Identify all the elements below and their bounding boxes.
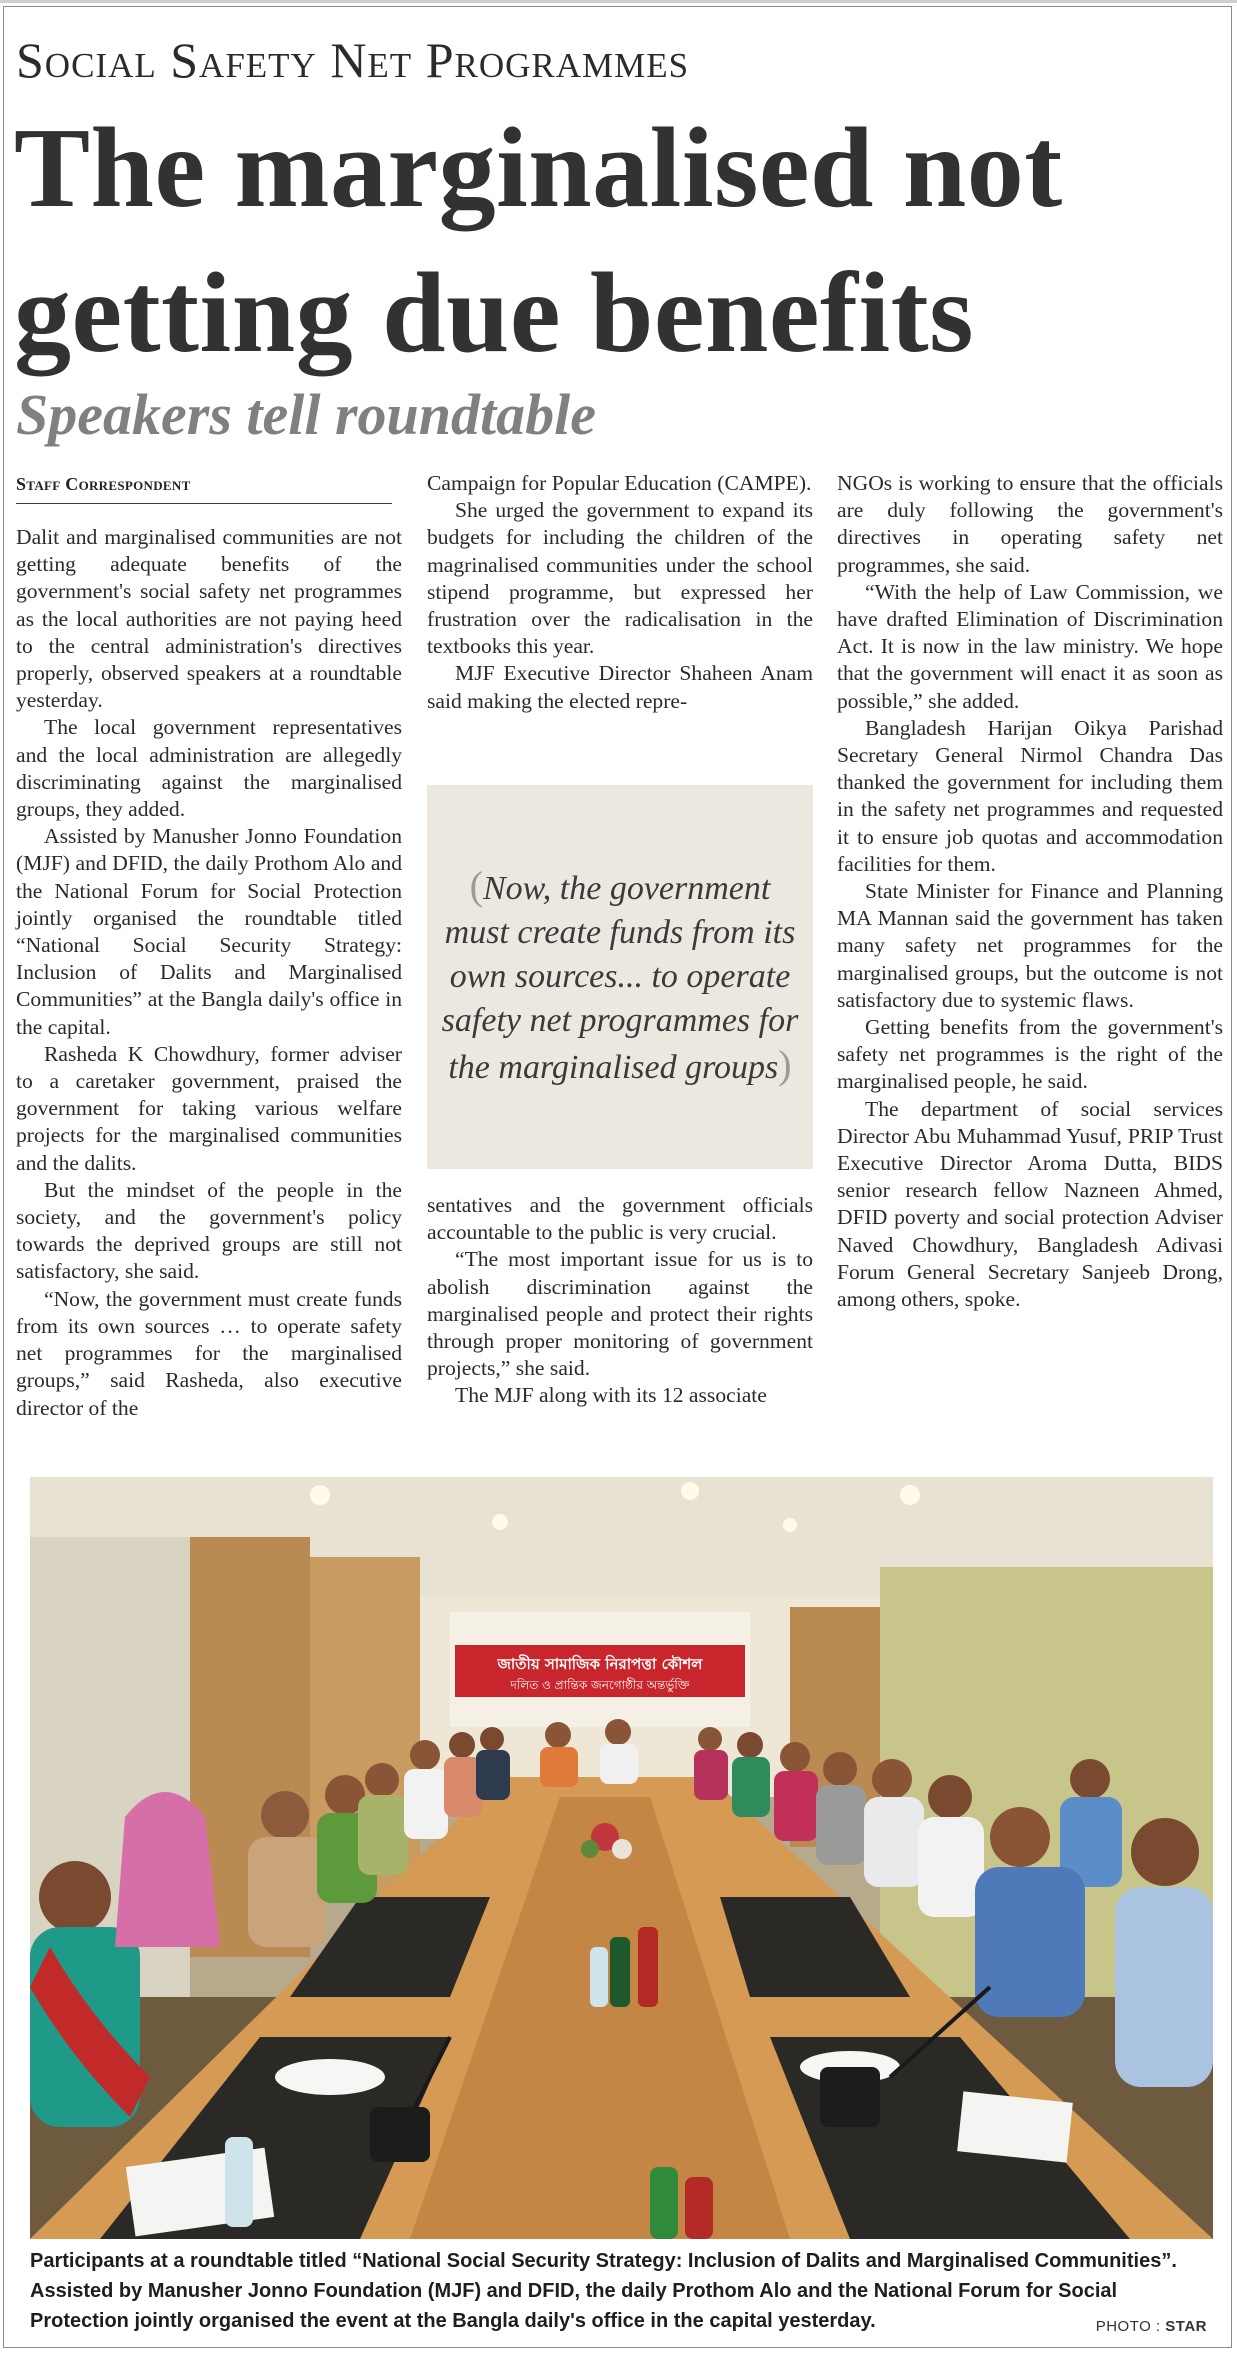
article-subhead: Speakers tell roundtable bbox=[16, 382, 597, 447]
paragraph: But the mindset of the people in the society, and the government's policy towards the deprived groups are still not satisfactory, she said. bbox=[16, 1177, 402, 1284]
participant-head bbox=[261, 1791, 309, 1839]
participant-head bbox=[872, 1759, 912, 1799]
ceiling-light bbox=[492, 1514, 508, 1530]
column-1 bbox=[16, 524, 402, 1422]
photo-caption: Participants at a roundtable titled “National Social Security Strategy: Inclusion of Dalits and Marginalised Communities”. Assisted by Manusher Jonno Foundation (MJF) and DFID, the daily Prothom Alo and the National Forum for Social Protection jointly organised the event at the Bangla daily's office in the capital yesterday. bbox=[30, 2250, 1177, 2332]
pull-quote-text bbox=[441, 864, 799, 1090]
paragraph: The local government representatives and the local administration are allegedly discriminating against the marginalised groups, they added. bbox=[16, 715, 402, 822]
paragraph: Assisted by Manusher Jonno Foundation (MJF) and DFID, the daily Prothom Alo and the National Forum for Social Protection jointly organised the roundtable titled “National Social Security Strategy: Inclusion of Dalits and Marginalised Communities” at the Bangla daily's office in the capital. bbox=[16, 824, 402, 1039]
paragraph: The MJF along with its 12 associate bbox=[455, 1383, 767, 1408]
participant-head bbox=[605, 1719, 631, 1745]
roundtable-photo bbox=[30, 1477, 1213, 2239]
microphone-base bbox=[820, 2067, 880, 2127]
participant-head bbox=[39, 1861, 111, 1933]
participant-body bbox=[476, 1750, 510, 1800]
participant-body bbox=[918, 1817, 984, 1917]
paragraph: sentatives and the government officials accountable to the public is very crucial. bbox=[427, 1193, 813, 1245]
paragraph: Campaign for Popular Education (CAMPE). bbox=[427, 471, 812, 495]
participant-head bbox=[780, 1742, 810, 1772]
participant-head bbox=[698, 1727, 722, 1751]
paragraph: Getting benefits from the government's safety net programmes is the right of the marginalised people, he said. bbox=[837, 1015, 1223, 1094]
participant-head bbox=[365, 1763, 399, 1797]
ceiling-light bbox=[310, 1485, 330, 1505]
banner-subtitle: দলিত ও প্রান্তিক জনগোষ্ঠীর অন্তর্ভুক্তি bbox=[510, 1678, 690, 1692]
microphone-base bbox=[370, 2107, 430, 2162]
participant-head bbox=[1070, 1759, 1110, 1799]
ceiling-light bbox=[681, 1482, 699, 1500]
paragraph: NGOs is working to ensure that the officials are duly following the government's directives in operating safety net programmes, she said. bbox=[837, 471, 1223, 577]
participant-head bbox=[545, 1722, 571, 1748]
ceiling-light bbox=[783, 1518, 797, 1532]
participant-body bbox=[248, 1837, 326, 1947]
participant-body bbox=[816, 1785, 866, 1865]
paragraph: Dalit and marginalised communities are not getting adequate benefits of the government's social safety net programmes as the local authorities are not paying heed to the central administration's directives properly, observed speakers at a roundtable yesterday. bbox=[16, 525, 402, 713]
participant-body bbox=[864, 1797, 924, 1887]
participant-head bbox=[990, 1807, 1050, 1867]
photo-credit-name: STAR bbox=[1165, 2318, 1207, 2335]
participant-body bbox=[540, 1747, 578, 1787]
photo-credit-label: PHOTO : bbox=[1095, 2318, 1161, 2335]
column-2-top bbox=[427, 470, 813, 715]
flowers bbox=[581, 1840, 599, 1858]
roundtable-illustration bbox=[30, 1477, 1213, 2239]
paragraph: “Now, the government must create funds from its own sources … to operate safety net programmes for the marginalised groups,” said Rasheda, also executive director of the bbox=[16, 1286, 402, 1420]
top-rule bbox=[0, 0, 1237, 3]
papers bbox=[957, 2091, 1073, 2162]
article-headline: The marginalised not getting due benefits bbox=[14, 104, 1063, 376]
participant-head bbox=[410, 1740, 440, 1770]
quote-close-mark: ) bbox=[778, 1042, 792, 1087]
paragraph: “The most important issue for us is to abolish discrimination against the marginalised people and protect their rights through proper monitoring of government projects,” she said. bbox=[427, 1247, 813, 1381]
bottle bbox=[685, 2177, 713, 2239]
paragraph: Bangladesh Harijan Oikya Parishad Secretary General Nirmol Chandra Das thanked the government for including them in the safety net programmes and requested it to ensure job quotas and accommodation facilities for them. bbox=[837, 715, 1223, 876]
participant-body bbox=[694, 1750, 728, 1800]
participant-body bbox=[732, 1757, 770, 1817]
bottle bbox=[650, 2167, 678, 2239]
photo-credit bbox=[1096, 2318, 1207, 2335]
participant-body bbox=[404, 1769, 448, 1839]
participant-body bbox=[600, 1744, 638, 1784]
ceiling-light bbox=[900, 1485, 920, 1505]
participant-body bbox=[1115, 1887, 1213, 2087]
pull-quote-body: Now, the government must create funds from its own sources... to operate safety net programmes for the marginalised groups bbox=[441, 870, 799, 1086]
water-bottle bbox=[590, 1947, 608, 2007]
pull-quote bbox=[427, 785, 813, 1169]
quote-open-mark: ( bbox=[469, 863, 483, 908]
participant-head bbox=[737, 1732, 763, 1758]
column-3 bbox=[837, 470, 1223, 1313]
paragraph: “With the help of Law Commission, we have drafted Elimination of Discrimination Act. It is now in the law ministry. We hope that the government will enact it as soon as possible,” she added. bbox=[837, 579, 1223, 713]
participant-head bbox=[449, 1732, 475, 1758]
column-2-bottom bbox=[427, 1192, 813, 1410]
participant-head bbox=[928, 1775, 972, 1819]
participant-body bbox=[975, 1867, 1085, 2017]
paragraph: MJF Executive Director Shaheen Anam said making the elected repre- bbox=[427, 661, 813, 713]
bottle bbox=[638, 1927, 658, 2007]
banner-title: জাতীয় সামাজিক নিরাপত্তা কৌশল bbox=[497, 1655, 703, 1673]
participant-head bbox=[480, 1727, 504, 1751]
flowers bbox=[612, 1839, 632, 1859]
participant-head bbox=[1131, 1818, 1199, 1886]
bottle bbox=[610, 1937, 630, 2007]
water-bottle bbox=[225, 2137, 253, 2227]
paragraph: State Minister for Finance and Planning MA Mannan said the government has taken many safety net programmes for the marginalised groups, but the outcome is not satisfactory due to systemic flaws. bbox=[837, 879, 1223, 1012]
article-kicker: Social Safety Net Programmes bbox=[16, 32, 690, 88]
plate bbox=[275, 2059, 385, 2095]
participant-body bbox=[774, 1771, 818, 1841]
byline: Staff Correspondent bbox=[16, 474, 392, 504]
participant-head bbox=[823, 1752, 857, 1786]
paragraph: The department of social services Director Abu Muhammad Yusuf, PRIP Trust Executive Director Aroma Dutta, BIDS senior research fellow Nazneen Ahmed, DFID poverty and social protection Adviser Naved Chowdhury, Bangladesh Adivasi Forum General Secretary Sanjeeb Drong, among others, spoke. bbox=[837, 1096, 1223, 1312]
paragraph: Rasheda K Chowdhury, former adviser to a caretaker government, praised the government for taking various welfare projects for the marginalised communities and the dalits. bbox=[16, 1041, 402, 1175]
participant-body bbox=[358, 1795, 408, 1875]
paragraph: She urged the government to expand its budgets for including the children of the magrinalised communities under the school stipend programme, but expressed her frustration over the radicalisation in the textbooks this year. bbox=[427, 498, 813, 659]
